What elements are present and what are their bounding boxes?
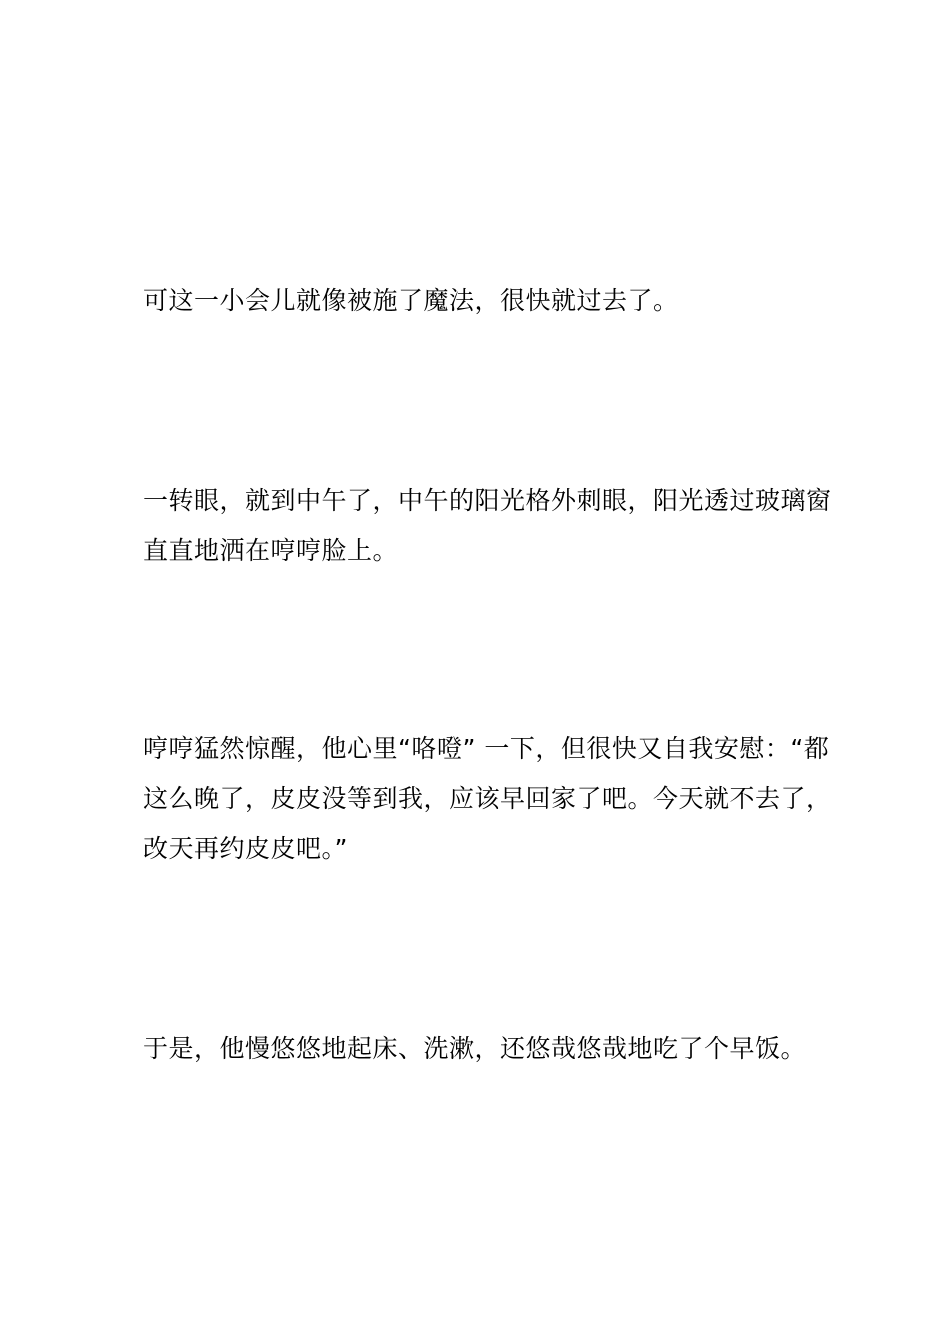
- paragraph-4: 于是，他慢悠悠地起床、洗漱，还悠哉悠哉地吃了个早饭。: [143, 1034, 807, 1063]
- paragraph-2: 一转眼，就到中午了，中午的阳光格外刺眼，阳光透过玻璃窗直直地洒在哼哼脸上。: [143, 486, 832, 565]
- paragraph-1: 可这一小会儿就像被施了魔法，很快就过去了。: [143, 286, 679, 315]
- paragraph-3: 哼哼猛然惊醒，他心里“咯噔” 一下，但很快又自我安慰：“都这么晚了，皮皮没等到我，应该早回家了吧。今天就不去了，改天再约皮皮吧。”: [143, 734, 832, 863]
